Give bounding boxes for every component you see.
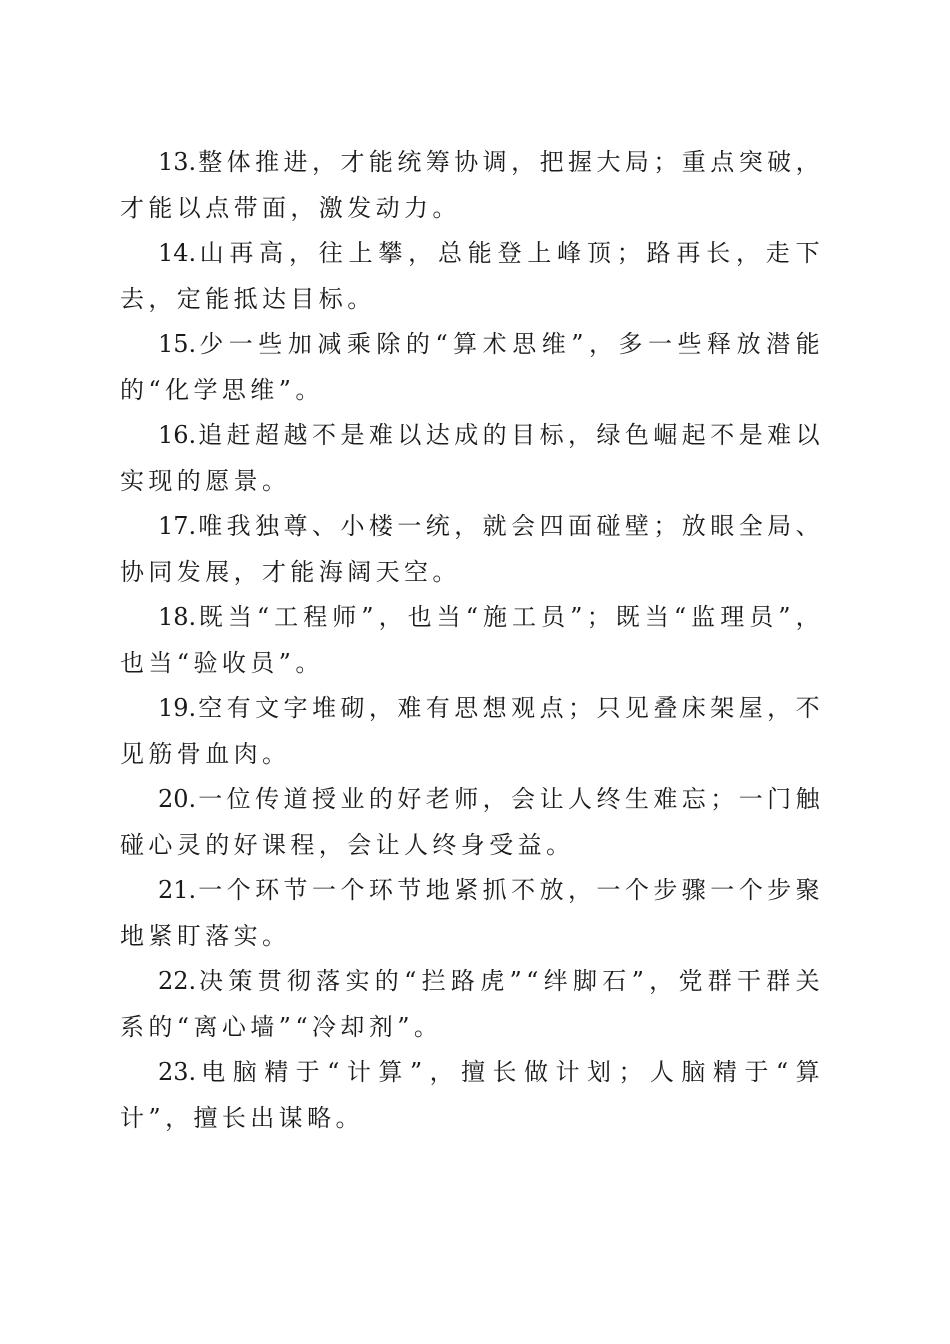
paragraph-text: 山再高，往上攀，总能登上峰顶；路再长，走下去，定能抵达目标。 (120, 239, 824, 313)
paragraph-18 (120, 595, 824, 686)
paragraph-text: 追赶超越不是难以达成的目标，绿色崛起不是难以实现的愿景。 (120, 421, 824, 495)
paragraph-number: 15. (158, 330, 197, 358)
paragraph-number: 20. (158, 785, 197, 813)
paragraph-number: 23. (158, 1058, 197, 1086)
paragraph-text: 电脑精于“计算”，擅长做计划；人脑精于“算计”，擅长出谋略。 (120, 1058, 824, 1132)
paragraph-14 (120, 231, 824, 322)
paragraph-text: 少一些加减乘除的“算术思维”，多一些释放潜能的“化学思维”。 (120, 330, 824, 404)
paragraph-number: 21. (158, 876, 197, 904)
paragraph-20 (120, 777, 824, 868)
paragraph-number: 18. (158, 603, 197, 631)
paragraph-text: 空有文字堆砌，难有思想观点；只见叠床架屋，不见筋骨血肉。 (120, 694, 824, 768)
paragraph-number: 22. (158, 967, 197, 995)
paragraph-17 (120, 504, 824, 595)
paragraph-16 (120, 413, 824, 504)
paragraph-text: 既当“工程师”，也当“施工员”；既当“监理员”，也当“验收员”。 (120, 603, 824, 677)
paragraph-21 (120, 868, 824, 959)
paragraph-text: 一个环节一个环节地紧抓不放，一个步骤一个步聚地紧盯落实。 (120, 876, 824, 950)
paragraph-13 (120, 140, 824, 231)
paragraph-number: 14. (158, 239, 197, 267)
paragraph-text: 唯我独尊、小楼一统，就会四面碰壁；放眼全局、协同发展，才能海阔天空。 (120, 512, 824, 586)
paragraph-number: 17. (158, 512, 197, 540)
paragraph-15 (120, 322, 824, 413)
document-body (120, 140, 824, 1141)
paragraph-number: 16. (158, 421, 197, 449)
paragraph-23 (120, 1050, 824, 1141)
paragraph-number: 19. (158, 694, 197, 722)
paragraph-19 (120, 686, 824, 777)
paragraph-text: 整体推进，才能统筹协调，把握大局；重点突破，才能以点带面，激发动力。 (120, 148, 824, 222)
paragraph-text: 一位传道授业的好老师，会让人终生难忘；一门触碰心灵的好课程，会让人终身受益。 (120, 785, 824, 859)
paragraph-22 (120, 959, 824, 1050)
paragraph-text: 决策贯彻落实的“拦路虎”“绊脚石”，党群干群关系的“离心墙”“冷却剂”。 (120, 967, 824, 1041)
paragraph-number: 13. (158, 148, 197, 176)
